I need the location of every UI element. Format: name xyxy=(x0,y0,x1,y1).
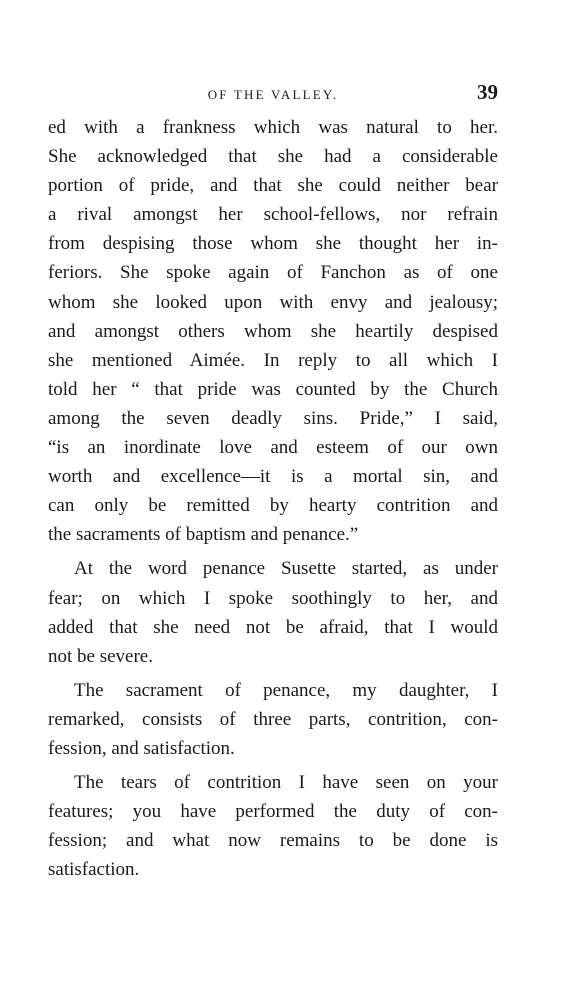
text-line: worth and excellence—it is a mortal sin, and xyxy=(48,466,498,488)
text-line: remarked, consists of three parts, contrition, con- xyxy=(48,708,498,730)
text-line: and amongst others whom she heartily despised xyxy=(48,320,498,342)
text-line: among the seven deadly sins. Pride,” I said, xyxy=(48,407,498,429)
paragraph xyxy=(48,676,498,763)
text-line: a rival amongst her school-fellows, nor refrain xyxy=(48,204,498,226)
text-line: not be severe. xyxy=(48,645,153,667)
text-line: “is an inordinate love and esteem of our own xyxy=(48,437,498,459)
text-line: fession, and satisfaction. xyxy=(48,737,235,759)
text-line: added that she need not be afraid, that I would xyxy=(48,616,498,638)
text-line: she mentioned Aimée. In reply to all which I xyxy=(48,349,498,371)
text-line: the sacraments of baptism and penance.” xyxy=(48,524,359,546)
page-number: 39 xyxy=(477,80,498,104)
paragraph xyxy=(48,768,498,884)
text-line: fession; and what now remains to be done is xyxy=(48,830,498,852)
text-line: The tears of contrition I have seen on your xyxy=(74,772,498,794)
text-line: told her “ that pride was counted by the Church xyxy=(48,378,498,400)
text-line: ed with a frankness which was natural to her. xyxy=(48,117,498,138)
text-line: can only be remitted by hearty contrition and xyxy=(48,495,498,517)
paragraph xyxy=(48,554,498,670)
running-head xyxy=(48,80,498,108)
text-line: from despising those whom she thought her in- xyxy=(48,233,498,255)
text-line: feriors. She spoke again of Fanchon as of one xyxy=(48,262,498,284)
text-line: The sacrament of penance, my daughter, I xyxy=(74,679,498,701)
text-line: She acknowledged that she had a considerable xyxy=(48,146,498,168)
paragraph xyxy=(48,113,498,549)
text-line: features; you have performed the duty of con- xyxy=(48,801,498,823)
text-line: portion of pride, and that she could neither bear xyxy=(48,175,498,197)
text-line: At the word penance Susette started, as under xyxy=(74,558,498,580)
running-title: OF THE VALLEY. xyxy=(207,87,339,102)
text-line: whom she looked upon with envy and jealousy; xyxy=(48,291,498,313)
text-line: fear; on which I spoke soothingly to her, and xyxy=(48,587,498,609)
text-line: satisfaction. xyxy=(48,859,140,881)
body-text xyxy=(48,113,498,884)
